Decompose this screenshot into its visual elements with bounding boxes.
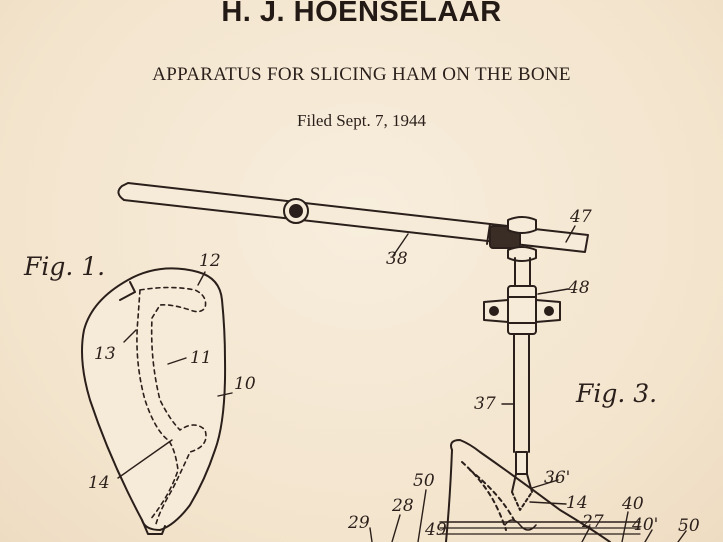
fig1-ham — [82, 268, 225, 534]
bracket — [484, 286, 560, 334]
ref-11: 11 — [190, 348, 212, 368]
ref-27: 27 — [582, 512, 604, 532]
vertical-rod — [512, 334, 532, 510]
gear-hub — [490, 217, 536, 286]
lever-pivot — [284, 199, 308, 223]
filing-date: Filed Sept. 7, 1944 — [297, 111, 426, 130]
ref-49: 49 — [425, 520, 447, 540]
ref-28: 28 — [392, 496, 414, 516]
ref-10: 10 — [234, 374, 256, 394]
ref-12: 12 — [199, 251, 221, 271]
ref-37: 37 — [474, 394, 496, 414]
ref-50: 50 — [413, 471, 435, 491]
ref-40: 40 — [622, 494, 644, 514]
ref-36-prime: 36' — [544, 468, 571, 488]
fig1-label: Fig. 1. — [24, 252, 106, 281]
ref-13: 13 — [94, 344, 116, 364]
fig3-label: Fig. 3. — [576, 379, 658, 408]
ref-29: 29 — [348, 513, 370, 533]
ref-47: 47 — [570, 207, 592, 227]
fig3-ham — [440, 440, 640, 542]
ref-50-right: 50 — [678, 516, 700, 536]
ref-40-prime: 40' — [632, 515, 659, 535]
ref-38: 38 — [386, 249, 408, 269]
ref-14: 14 — [88, 473, 110, 493]
patent-title: APPARATUS FOR SLICING HAM ON THE BONE — [152, 64, 571, 85]
ref-48: 48 — [568, 278, 590, 298]
ref-14-fig3: 14 — [566, 493, 588, 513]
inventor-name: H. J. HOENSELAAR — [221, 0, 502, 28]
